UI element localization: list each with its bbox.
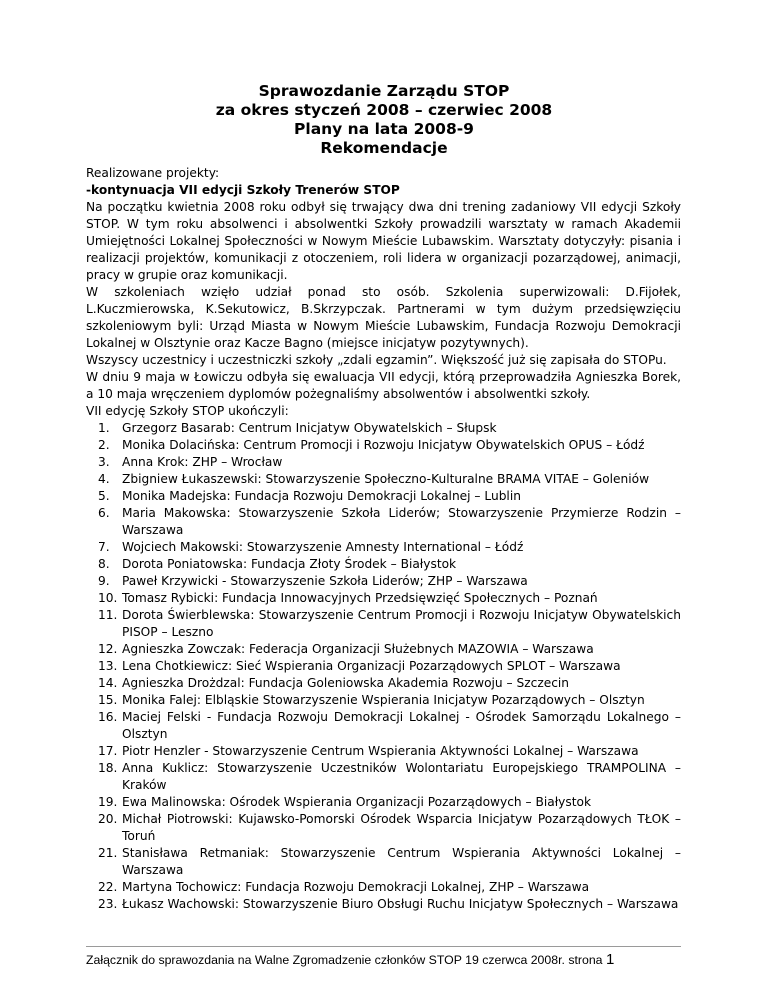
list-item-text: Monika Madejska: Fundacja Rozwoju Demokracji Lokalnej – Lublin: [122, 489, 521, 503]
title-line-3: Plany na lata 2008-9: [294, 120, 474, 138]
list-item-number: 5.: [98, 489, 110, 503]
list-item-text: Monika Falej: Elbląskie Stowarzyszenie Wspierania Inicjatyw Pozarządowych – Olsztyn: [122, 693, 645, 707]
list-item-number: 8.: [98, 557, 110, 571]
list-item-number: 14.: [98, 676, 118, 690]
list-item-number: 4.: [98, 472, 110, 486]
list-item-text: Agnieszka Zowczak: Federacja Organizacji Służebnych MAZOWIA – Warszawa: [122, 642, 594, 656]
list-item-text: Ewa Malinowska: Ośrodek Wspierania Organizacji Pozarządowych – Białystok: [122, 795, 592, 809]
list-item-text: Lena Chotkiewicz: Sieć Wspierania Organizacji Pozarządowych SPLOT – Warszawa: [122, 659, 621, 673]
list-item: [98, 471, 681, 488]
list-item-text: Anna Kuklicz: Stowarzyszenie Uczestników Wolontariatu Europejskiego TRAMPOLINA – Kraków: [122, 761, 681, 792]
list-item-number: 22.: [98, 880, 118, 894]
list-item-text: Maciej Felski - Fundacja Rozwoju Demokracji Lokalnej - Ośrodek Samorządu Lokalnego – Olsztyn: [122, 710, 681, 741]
list-item: [98, 896, 681, 913]
title-line-4: Rekomendacje: [320, 139, 448, 157]
list-item-number: 2.: [98, 438, 110, 452]
list-item: [98, 675, 681, 692]
list-item-text: Stanisława Retmaniak: Stowarzyszenie Centrum Wspierania Aktywności Lokalnej – Warszawa: [122, 846, 681, 877]
list-item: [98, 505, 681, 539]
list-item: [98, 760, 681, 794]
graduates-list: [86, 420, 681, 913]
list-item-text: Wojciech Makowski: Stowarzyszenie Amnesty International – Łódź: [122, 540, 524, 554]
list-item-text: Dorota Świerblewska: Stowarzyszenie Centrum Promocji i Rozwoju Inicjatyw Obywatelskich PISOP – Leszno: [122, 608, 681, 639]
paragraph-training: Na początku kwietnia 2008 roku odbył się trwający dwa dni trening zadaniowy VII edycji Szkoły STOP. W tym roku absolwenci i absolwentki Szkoły prowadzili warsztaty w ramach Akademii Umiejętności Lokalnej Społeczności w Nowym Mieście Lubawskim. Warsztaty dotyczyły: pisania i realizacji projektów, komunikacji z otoczeniem, roli lidera w organizacji pozarządowej, animacji, pracy w grupie oraz komunikacji.: [86, 200, 681, 282]
list-item: [98, 607, 681, 641]
list-item: [98, 573, 681, 590]
list-item-number: 1.: [98, 421, 110, 435]
list-item-text: Dorota Poniatowska: Fundacja Złoty Środek – Białystok: [122, 557, 457, 571]
list-item-text: Paweł Krzywicki - Stowarzyszenie Szkoła Liderów; ZHP – Warszawa: [122, 574, 528, 588]
list-intro: VII edycję Szkoły STOP ukończyli:: [86, 404, 289, 418]
list-item: [98, 454, 681, 471]
list-item: [98, 590, 681, 607]
list-item-number: 10.: [98, 591, 118, 605]
list-item-text: Monika Dolacińska: Centrum Promocji i Rozwoju Inicjatyw Obywatelskich OPUS – Łódź: [122, 438, 645, 452]
list-item: [98, 709, 681, 743]
list-item: [98, 811, 681, 845]
list-item-number: 12.: [98, 642, 118, 656]
footer-divider: [86, 946, 681, 947]
list-item: [98, 488, 681, 505]
list-item: [98, 556, 681, 573]
projects-label: Realizowane projekty:: [86, 166, 220, 180]
list-item-number: 18.: [98, 761, 118, 775]
list-item-text: Martyna Tochowicz: Fundacja Rozwoju Demokracji Lokalnej, ZHP – Warszawa: [122, 880, 590, 894]
list-item-number: 9.: [98, 574, 110, 588]
section-heading: -kontynuacja VII edycji Szkoły Trenerów STOP: [86, 183, 400, 197]
list-item-number: 15.: [98, 693, 118, 707]
list-item: [98, 794, 681, 811]
list-item-number: 20.: [98, 812, 118, 826]
list-item-number: 7.: [98, 540, 110, 554]
list-item-number: 23.: [98, 897, 118, 911]
list-item: [98, 743, 681, 760]
document-body: [86, 165, 681, 913]
list-item-text: Łukasz Wachowski: Stowarzyszenie Biuro Obsługi Ruchu Inicjatyw Społecznych – Warszawa: [122, 897, 679, 911]
list-item: [98, 658, 681, 675]
list-item-number: 21.: [98, 846, 118, 860]
list-item-number: 16.: [98, 710, 118, 724]
list-item: [98, 879, 681, 896]
list-item: [98, 692, 681, 709]
list-item: [98, 845, 681, 879]
list-item-text: Michał Piotrowski: Kujawsko-Pomorski Ośrodek Wsparcia Inicjatyw Pozarządowych TŁOK – Toruń: [122, 812, 681, 843]
list-item-number: 3.: [98, 455, 110, 469]
page-footer: [86, 951, 686, 969]
paragraph-supervision: W szkoleniach wzięło udział ponad sto osób. Szkolenia superwizowali: D.Fijołek, L.Kuczmierowska, K.Sekutowicz, B.Skrzypczak. Partnerami w tym dużym przedsięwzięciu szkoleniowym byli: Urząd Miasta w Nowym Mieście Lubawskim, Fundacja Rozwoju Demokracji Lokalnej w Olsztynie oraz Kacze Bagno (miejsce inicjatyw pozytywnych).: [86, 285, 681, 350]
list-item: [98, 437, 681, 454]
list-item-text: Zbigniew Łukaszewski: Stowarzyszenie Społeczno-Kulturalne BRAMA VITAE – Goleniów: [122, 472, 650, 486]
list-item: [98, 641, 681, 658]
list-item: [98, 420, 681, 437]
list-item-number: 6.: [98, 506, 110, 520]
list-item-text: Agnieszka Drożdzal: Fundacja Goleniowska Akademia Rozwoju – Szczecin: [122, 676, 570, 690]
list-item-text: Piotr Henzler - Stowarzyszenie Centrum Wspierania Aktywności Lokalnej – Warszawa: [122, 744, 639, 758]
paragraph-evaluation: W dniu 9 maja w Łowiczu odbyła się ewaluacja VII edycji, którą przeprowadziła Agnieszka Borek, a 10 maja wręczeniem dyplomów pożegnaliśmy absolwentów i absolwentki szkoły.: [86, 370, 681, 401]
title-line-2: za okres styczeń 2008 – czerwiec 2008: [215, 101, 553, 119]
list-item-text: Anna Krok: ZHP – Wrocław: [122, 455, 283, 469]
list-item-number: 13.: [98, 659, 118, 673]
title-line-1: Sprawozdanie Zarządu STOP: [258, 82, 510, 100]
list-item-text: Tomasz Rybicki: Fundacja Innowacyjnych Przedsięwzięć Społecznych – Poznań: [122, 591, 598, 605]
document-title: [0, 82, 768, 158]
list-item-number: 19.: [98, 795, 118, 809]
list-item-number: 17.: [98, 744, 118, 758]
footer-page-number: 1: [605, 951, 615, 968]
list-item-number: 11.: [98, 608, 118, 622]
list-item: [98, 539, 681, 556]
footer-text: Załącznik do sprawozdania na Walne Zgromadzenie członków STOP 19 czerwca 2008r. strona: [86, 953, 603, 967]
list-item-text: Maria Makowska: Stowarzyszenie Szkoła Liderów; Stowarzyszenie Przymierze Rodzin – Warszawa: [122, 506, 681, 537]
paragraph-exam: Wszyscy uczestnicy i uczestniczki szkoły „zdali egzamin”. Większość już się zapisała do STOPu.: [86, 353, 667, 367]
list-item-text: Grzegorz Basarab: Centrum Inicjatyw Obywatelskich – Słupsk: [122, 421, 497, 435]
